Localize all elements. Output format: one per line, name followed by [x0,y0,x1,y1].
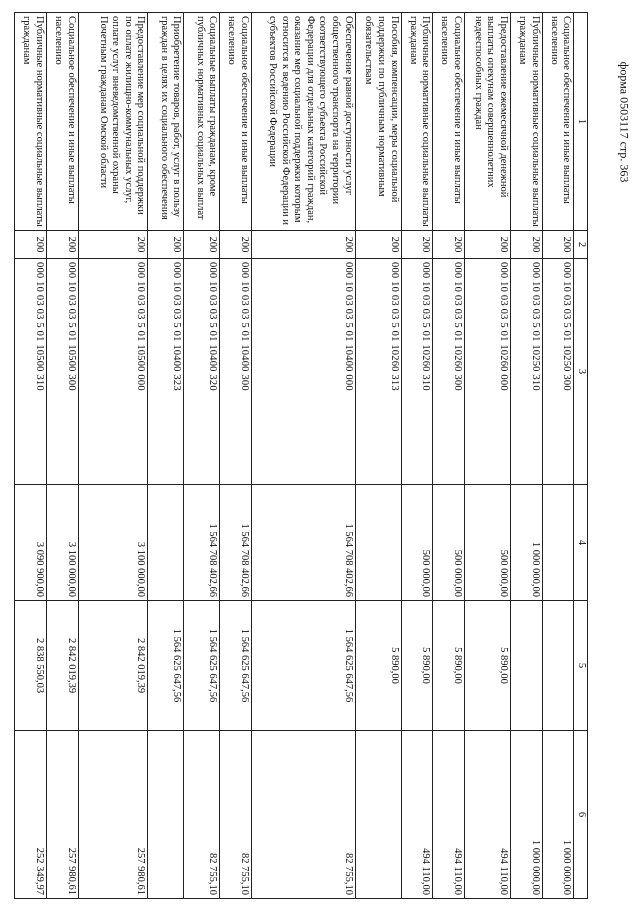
row-name: Приобретение товаров, работ, услуг в пользу граждан в целях их социального обеспечения [148,13,184,231]
row-unexecuted-amount: 82 755,10 [252,731,356,899]
row-executed-amount: 1 564 625 647,56 [184,601,220,731]
row-name: Социальное обеспечение и иные выплаты населению [433,13,465,231]
row-line-code: 200 [220,231,252,259]
row-approved-amount: 500 000,00 [465,485,511,601]
table-row [433,13,465,899]
row-name: Социальное обеспечение и иные выплаты населению [220,13,252,231]
row-name: Пособия, компенсации, меры социальной поддержки по публичным нормативным обязательствам [355,13,401,231]
row-unexecuted-amount: 1 000 000,00 [510,731,542,899]
row-name: Социальное обеспечение и иные выплаты населению [46,13,78,231]
row-executed-amount: 1 564 625 647,56 [148,601,184,731]
row-budget-code: 000 10 03 03 5 01 10400 320 [184,259,220,485]
row-approved-amount [355,485,401,601]
table-row [542,13,574,899]
row-approved-amount: 500 000,00 [433,485,465,601]
row-budget-code: 000 10 03 03 5 01 10250 300 [542,259,574,485]
table-row [78,13,148,899]
row-line-code: 200 [15,231,47,259]
row-name: Публичные нормативные социальные выплаты гражданам [15,13,47,231]
row-unexecuted-amount: 494 110,00 [401,731,433,899]
row-unexecuted-amount: 82 755,10 [184,731,220,899]
table-row [46,13,78,899]
row-unexecuted-amount: 252 349,97 [15,731,47,899]
row-executed-amount: 2 838 550,03 [15,601,47,731]
table-row [148,13,184,899]
table-row [220,13,252,899]
row-budget-code: 000 10 03 03 5 01 10400 300 [220,259,252,485]
row-unexecuted-amount: 257 980,61 [78,731,148,899]
row-executed-amount: 1 564 625 647,56 [220,601,252,731]
row-name: Предоставление ежемесячной денежной выплаты опекунам совершеннолетних недееспособных граждан [465,13,511,231]
row-budget-code: 000 10 03 03 5 01 10250 310 [510,259,542,485]
column-header: 2 [574,231,588,259]
row-unexecuted-amount: 494 110,00 [433,731,465,899]
table-row [252,13,356,899]
form-page-label [612,2,636,242]
row-name: Обеспечение равной доступности услуг общественного транспорта на территории соответствующего субъекта Российской Федерации для отдельных категорий граждан, оказание мер социальной поддержки которым относится к ведению Российской Федерации и субъектов Российской Федерации [252,13,356,231]
row-name: Социальные выплаты гражданам, кроме публичных нормативных социальных выплат [184,13,220,231]
row-approved-amount: 3 100 000,00 [46,485,78,601]
row-executed-amount: 5 890,00 [433,601,465,731]
row-executed-amount: 5 890,00 [465,601,511,731]
table-row [15,13,47,899]
table-row [401,13,433,899]
row-executed-amount: 5 890,00 [401,601,433,731]
column-header: 3 [574,259,588,485]
row-line-code: 200 [433,231,465,259]
row-unexecuted-amount: 494 110,00 [465,731,511,899]
row-name: Предоставление мер социальной поддержки по оплате жилищно-коммунальных услуг, оплате услуг вневедомственной охраны Почетным гражданам Омской области [78,13,148,231]
table-row [184,13,220,899]
row-name: Публичные нормативные социальные выплаты гражданам [510,13,542,231]
row-line-code: 200 [148,231,184,259]
row-budget-code: 000 10 03 03 5 01 10400 323 [148,259,184,485]
row-budget-code: 000 10 03 03 5 01 10400 000 [252,259,356,485]
row-approved-amount: 1 564 708 402,66 [252,485,356,601]
table-row [355,13,401,899]
row-budget-code: 000 10 03 03 5 01 10260 000 [465,259,511,485]
row-line-code: 200 [78,231,148,259]
report-table [14,12,588,899]
row-executed-amount: 2 842 019,39 [78,601,148,731]
form-page-label-text: форма 0503117 стр. 363 [617,61,632,183]
column-header: 5 [574,601,588,731]
row-unexecuted-amount: 82 755,10 [220,731,252,899]
row-budget-code: 000 10 03 03 5 01 10500 310 [15,259,47,485]
row-unexecuted-amount: 1 000 000,00 [542,731,574,899]
row-approved-amount [542,485,574,601]
row-budget-code: 000 10 03 03 5 01 10260 310 [401,259,433,485]
row-name: Социальное обеспечение и иные выплаты населению [542,13,574,231]
row-line-code: 200 [46,231,78,259]
row-approved-amount: 1 000 000,00 [510,485,542,601]
row-budget-code: 000 10 03 03 5 01 10260 300 [433,259,465,485]
row-approved-amount: 1 564 708 402,66 [184,485,220,601]
row-unexecuted-amount [355,731,401,899]
row-unexecuted-amount [148,731,184,899]
row-approved-amount: 500 000,00 [401,485,433,601]
row-approved-amount: 1 564 708 402,66 [220,485,252,601]
row-executed-amount: 2 842 019,39 [46,601,78,731]
row-line-code: 200 [465,231,511,259]
table-row [465,13,511,899]
row-line-code: 200 [510,231,542,259]
column-header: 4 [574,485,588,601]
row-line-code: 200 [401,231,433,259]
column-header: 6 [574,731,588,899]
row-unexecuted-amount: 257 980,61 [46,731,78,899]
table-header-row [574,13,588,899]
row-approved-amount: 3 090 900,00 [15,485,47,601]
row-executed-amount: 1 564 625 647,56 [252,601,356,731]
report-table-container [14,12,588,898]
column-header: 1 [574,13,588,231]
row-executed-amount: 5 890,00 [355,601,401,731]
row-name: Публичные нормативные социальные выплаты гражданам [401,13,433,231]
row-budget-code: 000 10 03 03 5 01 10260 313 [355,259,401,485]
table-row [510,13,542,899]
row-line-code: 200 [184,231,220,259]
row-budget-code: 000 10 03 03 5 01 10500 000 [78,259,148,485]
row-line-code: 200 [542,231,574,259]
row-approved-amount: 3 100 000,00 [78,485,148,601]
row-line-code: 200 [252,231,356,259]
row-approved-amount [148,485,184,601]
row-budget-code: 000 10 03 03 5 01 10500 300 [46,259,78,485]
row-executed-amount [542,601,574,731]
row-executed-amount [510,601,542,731]
row-line-code: 200 [355,231,401,259]
